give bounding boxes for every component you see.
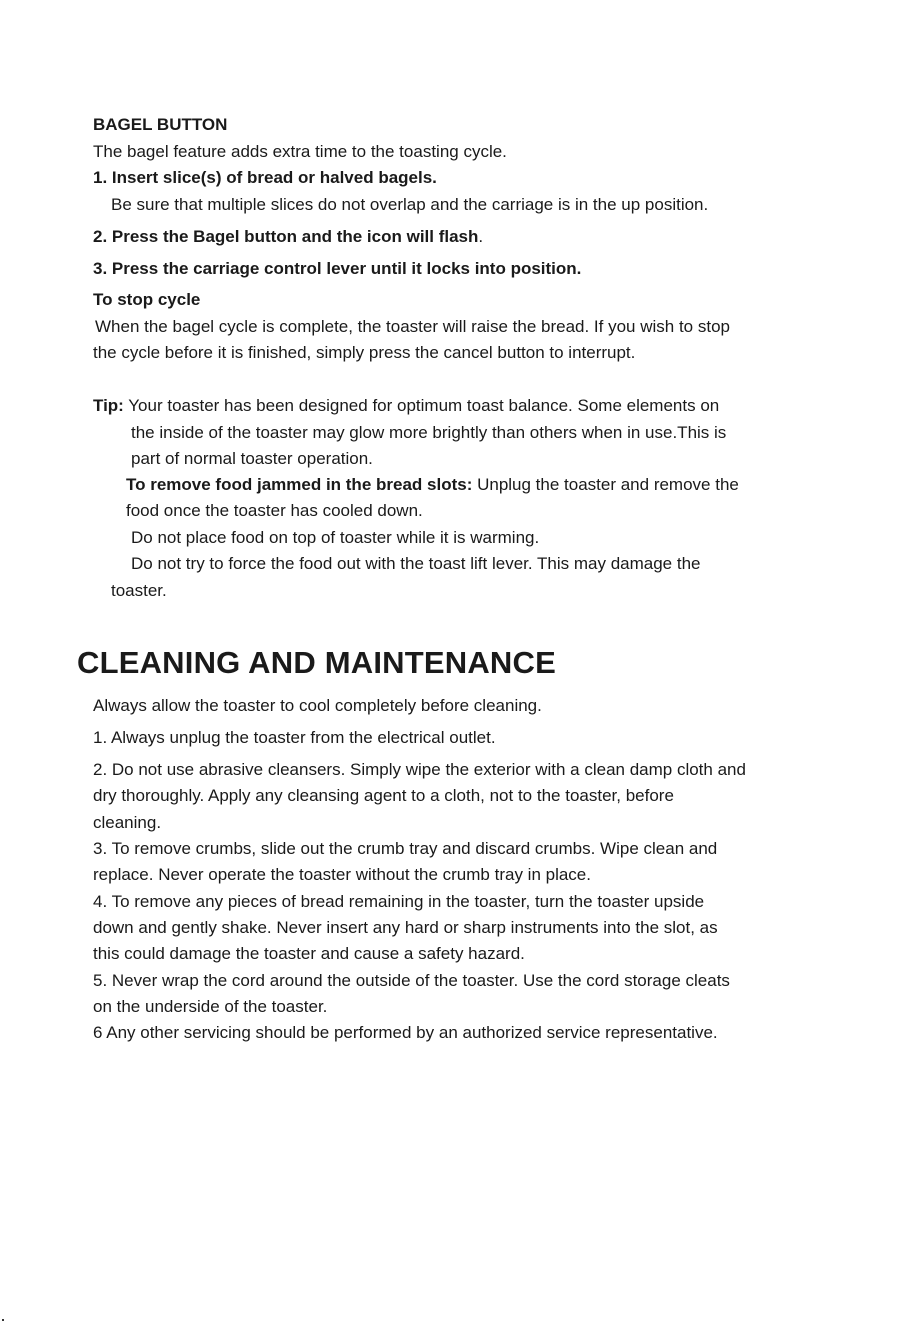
bagel-intro: The bagel feature adds extra time to the toasting cycle.	[93, 142, 507, 161]
bagel-step2	[93, 227, 483, 247]
jam-line-1	[126, 475, 739, 495]
bagel-step2-period: .	[478, 227, 484, 246]
stop-cycle-line-1: When the bagel cycle is complete, the toaster will raise the bread. If you wish to stop	[95, 317, 730, 336]
cleaning-item-2-line-1: 2. Do not use abrasive cleansers. Simply wipe the exterior with a clean damp cloth and	[93, 760, 746, 779]
warning-1: Do not place food on top of toaster while it is warming.	[131, 528, 540, 547]
cleaning-item-2-line-2: dry thoroughly. Apply any cleansing agent to a cloth, not to the toaster, before	[93, 786, 674, 805]
cleaning-item-4-line-1: 4. To remove any pieces of bread remaining in the toaster, turn the toaster upside	[93, 892, 705, 911]
jam-line-2: food once the toaster has cooled down.	[126, 501, 423, 520]
cleaning-item-5-line-1: 5. Never wrap the cord around the outside of the toaster. Use the cord storage cleats	[93, 971, 730, 990]
bagel-step1-title: 1. Insert slice(s) of bread or halved bagels.	[93, 168, 437, 187]
cleaning-item-4-line-3: this could damage the toaster and cause a safety hazard.	[93, 944, 525, 963]
cleaning-item-2-line-3: cleaning.	[93, 813, 162, 832]
page-corner-mark	[2, 1319, 4, 1321]
jam-label: To remove food jammed in the bread slots:	[126, 475, 473, 494]
stop-cycle-heading: To stop cycle	[93, 290, 201, 309]
cleaning-heading: CLEANING AND MAINTENANCE	[77, 645, 556, 680]
cleaning-item-3-line-2: replace. Never operate the toaster without the crumb tray in place.	[93, 865, 591, 884]
bagel-heading: BAGEL BUTTON	[93, 115, 228, 134]
tip-label: Tip:	[93, 396, 124, 415]
tip-text-1: Your toaster has been designed for optimum toast balance. Some elements on	[123, 396, 720, 415]
cleaning-item-4-line-2: down and gently shake. Never insert any hard or sharp instruments into the slot, as	[93, 918, 718, 937]
bagel-step2-title: 2. Press the Bagel button and the icon will flash	[93, 227, 479, 246]
jam-text-1: Unplug the toaster and remove the	[472, 475, 739, 494]
tip-line-3: part of normal toaster operation.	[131, 449, 373, 468]
cleaning-intro: Always allow the toaster to cool completely before cleaning.	[93, 696, 542, 715]
bagel-step1-text: Be sure that multiple slices do not overlap and the carriage is in the up position.	[111, 195, 709, 214]
cleaning-item-3-line-1: 3. To remove crumbs, slide out the crumb tray and discard crumbs. Wipe clean and	[93, 839, 718, 858]
cleaning-item-1: 1. Always unplug the toaster from the electrical outlet.	[93, 728, 496, 747]
stop-cycle-line-2: the cycle before it is finished, simply press the cancel button to interrupt.	[93, 343, 636, 362]
cleaning-item-6: 6 Any other servicing should be performed by an authorized service representative.	[93, 1023, 718, 1042]
tip-line-1	[93, 396, 719, 416]
tip-line-2: the inside of the toaster may glow more brightly than others when in use.This is	[131, 423, 727, 442]
warning-2-line-2: toaster.	[111, 581, 167, 600]
bagel-step3-title: 3. Press the carriage control lever until it locks into position.	[93, 259, 582, 278]
warning-2-line-1: Do not try to force the food out with the toast lift lever. This may damage the	[131, 554, 701, 573]
cleaning-item-5-line-2: on the underside of the toaster.	[93, 997, 328, 1016]
